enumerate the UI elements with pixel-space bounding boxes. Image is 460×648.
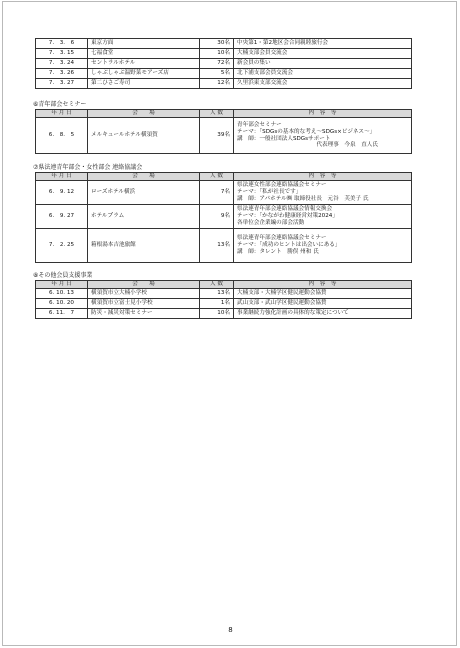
column-header: 年 月 日 <box>36 173 88 181</box>
content-line: テーマ：「かながわ健康経営対策2024」 <box>237 213 338 220</box>
content-line: 講 師：アパホテル㈱ 取締役社長 元谷 芙美子 氏 <box>237 195 369 202</box>
date-cell: 7. 3. 24 <box>36 59 88 69</box>
column-header: 年 月 日 <box>36 110 88 118</box>
date-cell: 6. 10. 20 <box>36 299 88 309</box>
content-line: 講 師：タレント 勝俣 州和 氏 <box>237 248 319 255</box>
venue-cell: 箱根湯本吉池旅館 <box>88 229 200 263</box>
section-title-youth-seminar: ⑥青年部会セミナー <box>33 101 87 108</box>
table-row <box>36 309 412 319</box>
attendee-count-cell: 39名 <box>200 118 234 154</box>
section-title-prefectural-councils: ⑦県法連青年部会・女性部会 連絡協議会 <box>33 164 143 171</box>
table-row <box>36 49 412 59</box>
table-row <box>36 289 412 299</box>
youth-seminar-table <box>35 109 412 154</box>
table-header-row <box>36 110 412 118</box>
date-cell: 7. 3. 15 <box>36 49 88 59</box>
content-cell <box>234 181 412 205</box>
table-row <box>36 79 412 89</box>
page-number: 8 <box>228 626 233 634</box>
venue-cell: ホテルプラム <box>88 205 200 229</box>
content-cell: 中央第1・第2地区会合同親睦旅行会 <box>234 39 412 49</box>
column-header: 内 容 等 <box>234 281 412 289</box>
venue-cell: メルキュールホテル横須賀 <box>88 118 200 154</box>
table-row <box>36 229 412 263</box>
content-line: 県法連女性部会連絡協議会セミナー <box>237 182 327 189</box>
table-row <box>36 59 412 69</box>
date-cell: 6. 9. 27 <box>36 205 88 229</box>
table-row <box>36 181 412 205</box>
attendee-count-cell: 7名 <box>200 181 234 205</box>
section-title-member-support: ⑧その他会員支援事業 <box>33 272 93 279</box>
content-cell: 新会員の集い <box>234 59 412 69</box>
content-cell: 久里浜東支部交流会 <box>234 79 412 89</box>
column-header: 人 数 <box>200 281 234 289</box>
attendee-count-cell: 10名 <box>200 49 234 59</box>
content-cell: 北下浦支部会員交流会 <box>234 69 412 79</box>
table-row <box>36 39 412 49</box>
column-header: 会 場 <box>88 110 200 118</box>
date-cell: 7. 2. 25 <box>36 229 88 263</box>
continued-events-table <box>35 38 412 89</box>
attendee-count-cell: 30名 <box>200 39 234 49</box>
venue-cell: 横須賀市立大楠小学校 <box>88 289 200 299</box>
date-cell: 6. 8. 5 <box>36 118 88 154</box>
content-line: 各単位会企業編の部会活動 <box>237 219 305 226</box>
content-cell: 大楠支部・大楠学区健民運動会協賛 <box>234 289 412 299</box>
prefectural-councils-table <box>35 172 412 263</box>
venue-cell: 東京方面 <box>88 39 200 49</box>
date-cell: 6. 10. 13 <box>36 289 88 299</box>
venue-cell: 横須賀市立富士見小学校 <box>88 299 200 309</box>
content-line: テーマ：「SDGsの基本的な考え～SDGs×ビジネス～」 <box>237 128 376 135</box>
venue-cell: 七福食堂 <box>88 49 200 59</box>
document-page <box>2 1 457 646</box>
content-line: 講 師：一般社団法人SDGsサポート <box>237 135 331 142</box>
table-header-row <box>36 281 412 289</box>
table-header-row <box>36 173 412 181</box>
member-support-table <box>35 280 412 319</box>
content-cell: 大楠支部会員交流会 <box>234 49 412 59</box>
content-cell: 武山支部・武山学区健民運動会協賛 <box>234 299 412 309</box>
content-cell <box>234 118 412 154</box>
venue-cell: セントラルホテル <box>88 59 200 69</box>
date-cell: 6. 11. 7 <box>36 309 88 319</box>
date-cell: 7. 3. 26 <box>36 69 88 79</box>
venue-cell: 防災・減災対策セミナー <box>88 309 200 319</box>
date-cell: 7. 3. 27 <box>36 79 88 89</box>
column-header: 会 場 <box>88 173 200 181</box>
venue-cell: ローズホテル横浜 <box>88 181 200 205</box>
attendee-count-cell: 5名 <box>200 69 234 79</box>
table-row <box>36 299 412 309</box>
column-header: 年 月 日 <box>36 281 88 289</box>
attendee-count-cell: 13名 <box>200 289 234 299</box>
content-line: テーマ：「成功のヒントは出会いにある」 <box>237 242 341 249</box>
date-cell: 6. 9. 12 <box>36 181 88 205</box>
content-line: テーマ：「私が社長です」 <box>237 189 302 196</box>
attendee-count-cell: 9名 <box>200 205 234 229</box>
content-line: 青年部会セミナー <box>237 121 282 128</box>
column-header: 内 容 等 <box>234 173 412 181</box>
content-cell: 事業継続力強化計画の具体的な策定について <box>234 309 412 319</box>
venue-cell: しゃぶしゃぶ温野菜モアーズ店 <box>88 69 200 79</box>
column-header: 人 数 <box>200 173 234 181</box>
attendee-count-cell: 1名 <box>200 299 234 309</box>
table-row <box>36 205 412 229</box>
column-header: 人 数 <box>200 110 234 118</box>
date-cell: 7. 3. 6 <box>36 39 88 49</box>
content-cell <box>234 229 412 263</box>
venue-cell: 第二ひさご寿司 <box>88 79 200 89</box>
attendee-count-cell: 12名 <box>200 79 234 89</box>
content-line: 県法連青年部会連絡協議会情報交換会 <box>237 206 333 213</box>
content-cell <box>234 205 412 229</box>
table-row <box>36 118 412 154</box>
attendee-count-cell: 13名 <box>200 229 234 263</box>
content-line: 代表理事 今泉 直人氏 <box>316 142 378 149</box>
attendee-count-cell: 10名 <box>200 309 234 319</box>
attendee-count-cell: 72名 <box>200 59 234 69</box>
content-line: 県法連青年部会連絡協議会セミナー <box>237 235 327 242</box>
column-header: 内 容 等 <box>234 110 412 118</box>
table-row <box>36 69 412 79</box>
column-header: 会 場 <box>88 281 200 289</box>
